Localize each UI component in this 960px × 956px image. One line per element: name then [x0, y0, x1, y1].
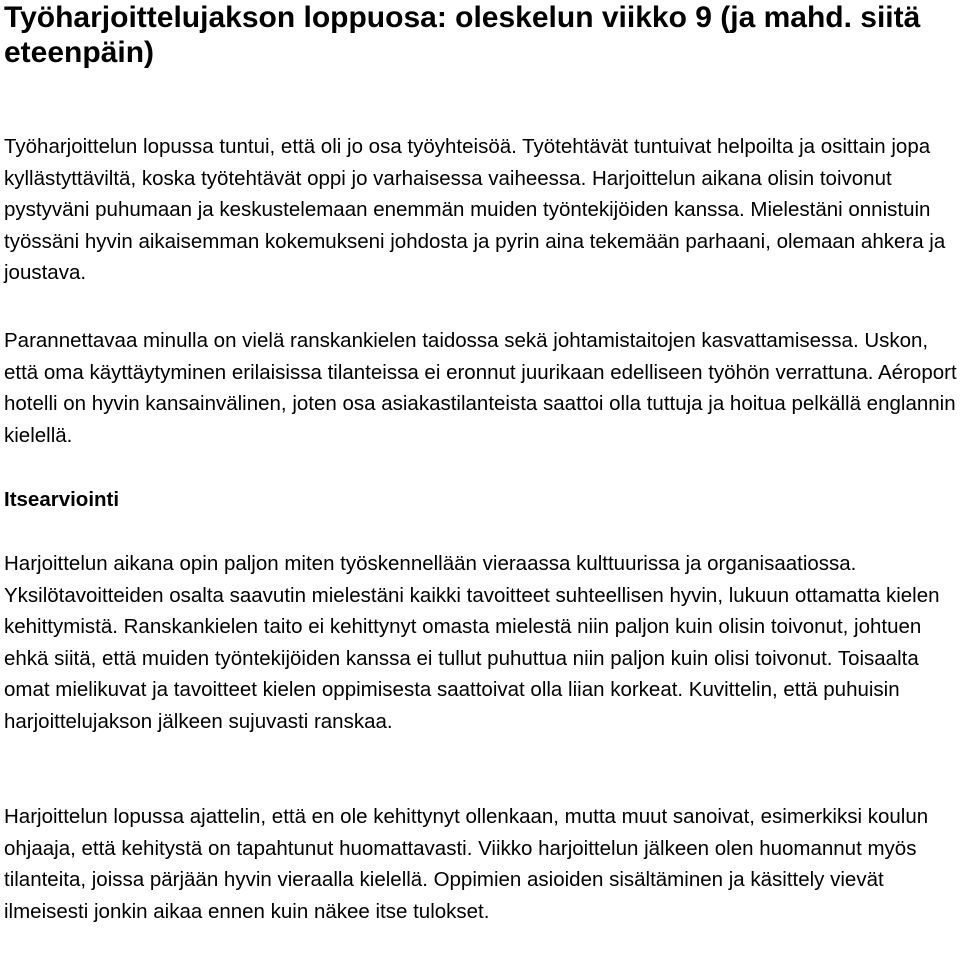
paragraph-self-assessment: Harjoittelun aikana opin paljon miten työskennellään vieraassa kulttuurissa ja organisaatiossa. Yksilötavoitteiden osalta saavutin mielestäni kaikki tavoitteet suhteellisen hyvin, lukuun ottamatta kielen kehittymistä. Ranskankielen taito ei kehittynyt omasta mielestä niin paljon kuin olisin toivonut, johtuen ehkä siitä, että muiden työntekijöiden kanssa ei tullut puhuttua niin paljon kuin olisi toivonut. Toisaalta omat mielikuvat ja tavoitteet kielen oppimisesta saattoivat olla liian korkeat. Kuvittelin, että puhuisin harjoittelujakson jälkeen sujuvasti ranskaa. [4, 552, 940, 733]
paragraph-improvement: Parannettavaa minulla on vielä ranskankielen taidossa sekä johtamistaitojen kasvattamisessa. Uskon, että oma käyttäytyminen erilaisissa tilanteissa ei eronnut juurikaan edelliseen työhön verrattuna. Aéroport hotelli on hyvin kansainvälinen, joten osa asiakastilanteista saattoi olla tuttuja ja hoitua pelkällä englannin kielellä. [4, 329, 957, 447]
paragraph-development: Harjoittelun lopussa ajattelin, että en ole kehittynyt ollenkaan, mutta muut sanoivat, esimerkiksi koulun ohjaaja, että kehitystä on tapahtunut huomattavasti. Viikko harjoittelun jälkeen olen huomannut myös tilanteita, joissa pärjään hyvin vieraalla kielellä. Oppimien asioiden sisältäminen ja käsittely vievät ilmeisesti jonkin aikaa ennen kuin näkee itse tulokset. [4, 805, 929, 923]
document-title: Työharjoittelujakson loppuosa: oleskelun viikko 9 (ja mahd. siitä eteenpäin) [4, 1, 921, 69]
paragraph-work-end: Työharjoittelun lopussa tuntui, että oli jo osa työyhteisöä. Työtehtävät tuntuivat helpoilta ja osittain jopa kyllästyttäviltä, koska työtehtävät oppi jo varhaisessa vaiheessa. Harjoittelun aikana olisin toivonut pystyväni puhumaan ja keskustelemaan enemmän muiden työntekijöiden kanssa. Mielestäni onnistuin työssäni hyvin aikaisemman kokemukseni johdosta ja pyrin aina tekemään parhaani, olemaan ahkera ja joustava. [4, 135, 946, 285]
section-heading-self-assessment: Itsearviointi [4, 488, 120, 511]
